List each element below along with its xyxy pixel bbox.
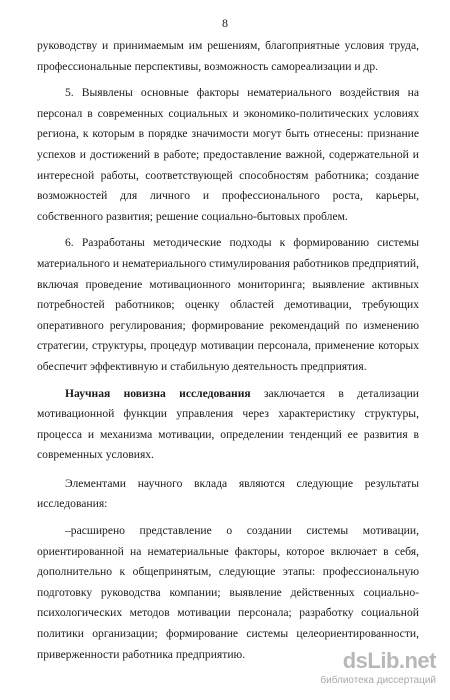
body-text — [37, 36, 419, 671]
watermark-subtitle: библиотека диссертаций — [320, 675, 436, 686]
paragraph-contribution-intro: Элементами научного вклада являются следующие результаты исследования: — [37, 476, 419, 511]
watermark-logo: dsLib.net — [342, 648, 436, 673]
novelty-text: заключается в детализации мотивационной функции управления через характеристику структуры, процесса и механизма мотивации, определении тенденций ее развития в современных условиях. — [37, 386, 419, 462]
paragraph-finding-5: 5. Выявлены основные факторы нематериального воздействия на персонал в современных социальных и экономико-политических условиях региона, к которым в порядке значимости могут быть отнесены: признание успехов и достижений в работе; предоставление важной, содержательной и интересной работы, соответствующей способностям работника; создание возможностей для личного и профессионального роста, карьеры, собственного развития; решение социально-бытовых проблем. — [37, 86, 419, 223]
page-number: 8 — [222, 16, 228, 30]
watermark — [296, 648, 436, 690]
paragraph-contribution-item-1: –расширено представление о создании системы мотивации, ориентированной на нематериальные факторы, которое включает в себя, дополнительно к общепринятым, следующие этапы: профессиональную подготовку руководства компании; выявление действенных социально-психологических методов мотивации персонала; разработку социальной политики организации; формирование системы целеориентированности, приверженности работника предприятию. — [37, 524, 419, 661]
paragraph-continuation: руководству и принимаемым им решениям, благоприятные условия труда, профессиональные перспективы, возможность самореализации и др. — [37, 39, 419, 73]
novelty-heading: Научная новизна исследования — [65, 386, 251, 400]
paragraph-finding-6: 6. Разработаны методические подходы к формированию системы материального и нематериального стимулирования работников предприятий, включая проведение мотивационного мониторинга; выявление активных потребностей работников; оценку областей демотивации, требующих оперативного регулирования; формирование рекомендаций по изменению стратегии, структуры, процедур мотивации персонала, применение которых обеспечит эффективную и стабильную деятельность предприятия. — [37, 236, 419, 373]
paragraph-scientific-novelty — [37, 384, 419, 466]
